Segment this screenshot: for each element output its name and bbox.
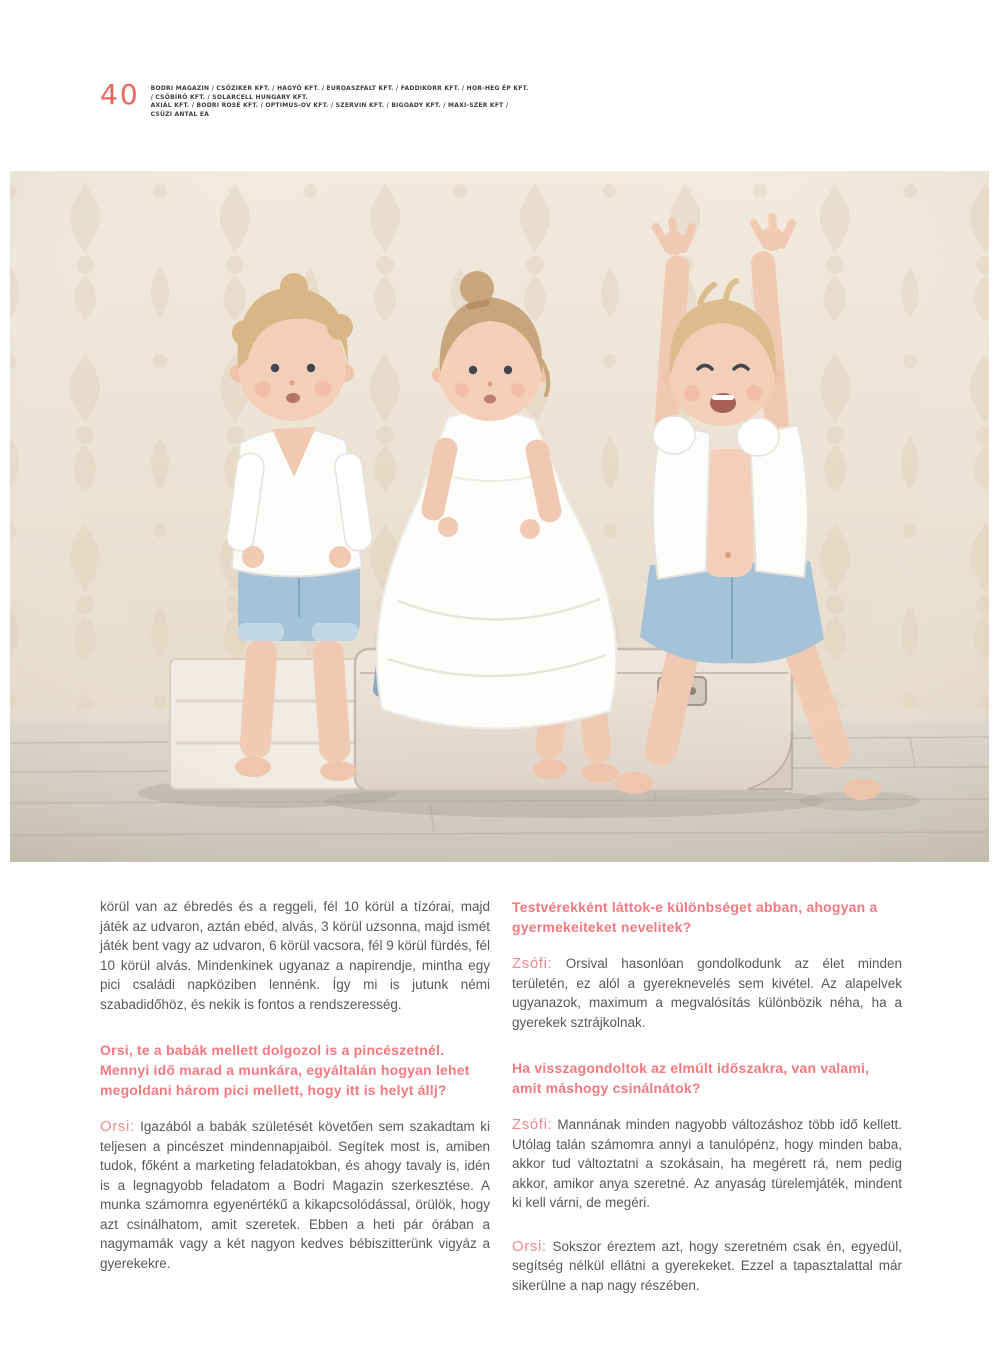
speaker-label-zsofi: Zsófi: bbox=[512, 955, 553, 972]
interview-question-siblings: Testvérekként láttok-e különbséget abban, ahogyan a gyermekeiteket nevelitek? bbox=[512, 899, 878, 935]
article-columns bbox=[100, 897, 902, 1319]
answer-zsofi-hindsight bbox=[512, 1115, 902, 1213]
photo-vignette bbox=[10, 171, 989, 862]
speaker-label-orsi-2: Orsi: bbox=[512, 1237, 547, 1255]
answer-zsofi-siblings-text: Orsival hasonlóan gondolkodunk az élet minden területén, ez alól a gyereknevelés sem kivétel. Az alapelvek ugyanazok, maximum a megvalósítás különbözik néha, ha a gyerekek sztrájkolnak. bbox=[512, 956, 902, 1030]
speaker-label-zsofi-2: Zsófi: bbox=[512, 1116, 553, 1133]
article-right-column bbox=[512, 897, 902, 1319]
page-number: 40 bbox=[100, 78, 140, 111]
page-header bbox=[100, 78, 531, 119]
interview-question-work: Orsi, te a babák mellett dolgozol is a pincészetnél. Mennyi idő marad a munkára, egyáltalán hogyan lehet megoldani három pici mellett, hogy itt is helyt állj? bbox=[100, 1042, 470, 1098]
sponsor-credits-line2: AXIÁL KFT. / BODRI ROSÉ KFT. / OPTIMUS-OV KFT. / SZERVIN KFT. / BIGOADY KFT. / MAXI-SZER KFT / CSŰZI ANTAL EA bbox=[150, 102, 509, 118]
speaker-label-orsi: Orsi: bbox=[100, 1118, 135, 1135]
article-left-column bbox=[100, 897, 490, 1319]
sponsor-credits-line1: BODRI MAGAZIN / CSŐZIKER KFT. / HAGYÓ KFT. / EUROASZFALT KFT. / FADDIKORR KFT. / HOR-HEG ÉP KFT. / CSŐBÍRÓ KFT. / SOLARCELL HUNGARY KFT. bbox=[150, 85, 529, 101]
answer-orsi-work-text: Igazából a babák születését követően sem szakadtam ki teljesen a pincészet mindennapjaiból. Segítek most is, amiben tudok, főként a marketing feladatokban, és ahogy tavaly is, idén is a legnagyobb feladatom a Bodri Magazin szerkesztése. A munka számomra egyenértékű a kikapcsolódással, örülök, hogy azt csinálhatom, amit szeretek. Ebben a heti pár órában a nagymamák vagy a két nagyon kedves bébiszitterünk vigyáz a gyerekekre. bbox=[100, 1119, 490, 1271]
answer-zsofi-siblings bbox=[512, 954, 902, 1032]
photo-illustration bbox=[10, 171, 989, 862]
answer-orsi-work bbox=[100, 1117, 490, 1273]
interview-question-hindsight: Ha visszagondoltok az elmúlt időszakra, van valami, amit máshogy csinálnátok? bbox=[512, 1060, 870, 1096]
answer-zsofi-hindsight-text: Mannának minden nagyobb változáshoz több idő kellett. Utólag talán számomra annyi a tanulópénz, hogy minden baba, akkor tud változtatni a szokásain, ha megérett rá, nem pedig akkor, amikor anya szeretné. Az anyaság türelemjáték, mindent ki kell várni, de megéri. bbox=[512, 1117, 902, 1210]
photo-three-toddlers bbox=[10, 171, 989, 862]
sponsor-credits bbox=[151, 84, 531, 119]
answer-orsi-hindsight-text: Sokszor éreztem azt, hogy szeretném csak én, egyedül, segítség nélkül ellátni a gyerekeket. Ezzel a tapasztalattal már sikerülne a nap nagy részében. bbox=[512, 1238, 902, 1293]
paragraph-daily-routine: körül van az ébredés és a reggeli, fél 10 körül a tízórai, majd játék az udvaron, aztán ebéd, alvás, 3 körül uzsonna, majd ismét játék bent vagy az udvaron, 6 körül vacsora, fél 9 körül fürdés, fél 10 körül alvás. Mindenkinek ugyanaz a napirendje, mintha egy pici családi napköziben lennénk. Így mi is jutunk némi szabadidőhöz, és nekik is fontos a rendszeresség. bbox=[100, 899, 490, 1012]
answer-orsi-hindsight bbox=[512, 1237, 902, 1296]
